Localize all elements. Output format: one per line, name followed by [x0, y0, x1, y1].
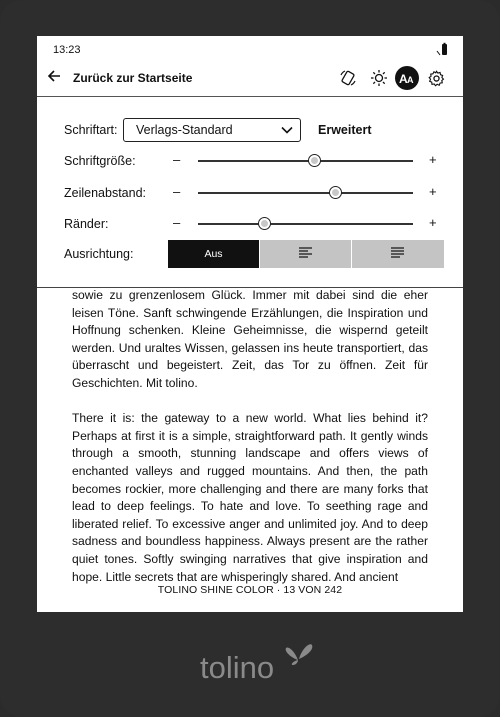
align-left-icon — [299, 247, 313, 262]
rotate-icon[interactable] — [337, 67, 359, 89]
margins-slider-thumb[interactable] — [258, 217, 271, 230]
margins-label: Ränder: — [64, 217, 109, 231]
status-bar — [37, 36, 463, 62]
paragraph: There it is: the gateway to a new world. What lies behind it? Perhaps at first it is a simple, straightforward path. It gently winds through a smooth, stunning landscape and offers views of enchanted valleys and rugged mountains. And then, the path becomes rockier, more challenging and there are many forks that lead to deep feelings. To hate and love. To seething rage and liberated relief. To excessive anger and unlimited joy. And to deep sadness and boundless happiness. Always present are the rather quiet tones. Softly swinging narratives that give inspiration and hope. Little secrets that are whisperingly shared. And ancient — [72, 411, 428, 584]
margins-track[interactable] — [198, 223, 413, 225]
line-spacing-label: Zeilenabstand: — [64, 186, 147, 200]
page-footer: TOLINO SHINE COLOR · 13 VON 242 — [157, 584, 343, 596]
alignment-off-label: Aus — [204, 248, 223, 260]
line-spacing-track[interactable] — [198, 192, 413, 194]
line-spacing-increase-button[interactable]: + — [429, 184, 437, 199]
battery-icon — [435, 42, 449, 59]
svg-text:A: A — [399, 72, 408, 85]
butterfly-icon — [284, 640, 314, 666]
alignment-off-button[interactable] — [168, 240, 259, 268]
paragraph: sowie zu grenzenlosem Glück. Immer mit dabei sind die eher leisen Töne. Sanft schwingende Erzählungen, die Inspiration und Hoffnung schenken. Kleine Geheimnisse, die wispernd geteilt werden. Und uraltes Wissen, gelassen ins heute transportiert, das überrascht und begeistert. Zeit, das Tor zu öffnen. Zeit für Geschichten. Mit tolino. — [72, 288, 428, 390]
chevron-down-icon — [280, 123, 294, 137]
advanced-button[interactable]: Erweitert — [318, 123, 372, 137]
font-size-decrease-button[interactable]: – — [173, 152, 181, 167]
margins-increase-button[interactable]: + — [429, 215, 437, 230]
font-select[interactable] — [123, 118, 301, 142]
tolino-logo: tolino — [200, 650, 275, 685]
font-size-label: Schriftgröße: — [64, 154, 136, 168]
font-size-increase-button[interactable]: + — [429, 152, 437, 167]
screen — [37, 36, 463, 612]
font-label: Schriftart: — [64, 123, 118, 137]
line-spacing-slider-thumb[interactable] — [329, 186, 342, 199]
font-size-slider-thumb[interactable] — [308, 154, 321, 167]
margins-decrease-button[interactable]: – — [173, 215, 181, 230]
alignment-justify-button[interactable] — [352, 240, 444, 268]
alignment-left-button[interactable] — [260, 240, 351, 268]
align-justify-icon — [391, 247, 405, 262]
back-to-home-link[interactable]: Zurück zur Startseite — [73, 71, 193, 85]
font-settings-icon[interactable] — [395, 66, 419, 90]
brightness-icon[interactable] — [368, 67, 390, 89]
alignment-label: Ausrichtung: — [64, 247, 134, 261]
font-size-track[interactable] — [198, 160, 413, 162]
gear-icon[interactable] — [425, 67, 447, 89]
top-bar — [37, 62, 463, 97]
font-select-value: Verlags-Standard — [136, 123, 233, 137]
clock: 13:23 — [53, 44, 81, 56]
line-spacing-decrease-button[interactable]: – — [173, 184, 181, 199]
book-text — [72, 287, 428, 586]
back-arrow-icon[interactable] — [47, 68, 61, 86]
svg-text:A: A — [407, 75, 414, 85]
